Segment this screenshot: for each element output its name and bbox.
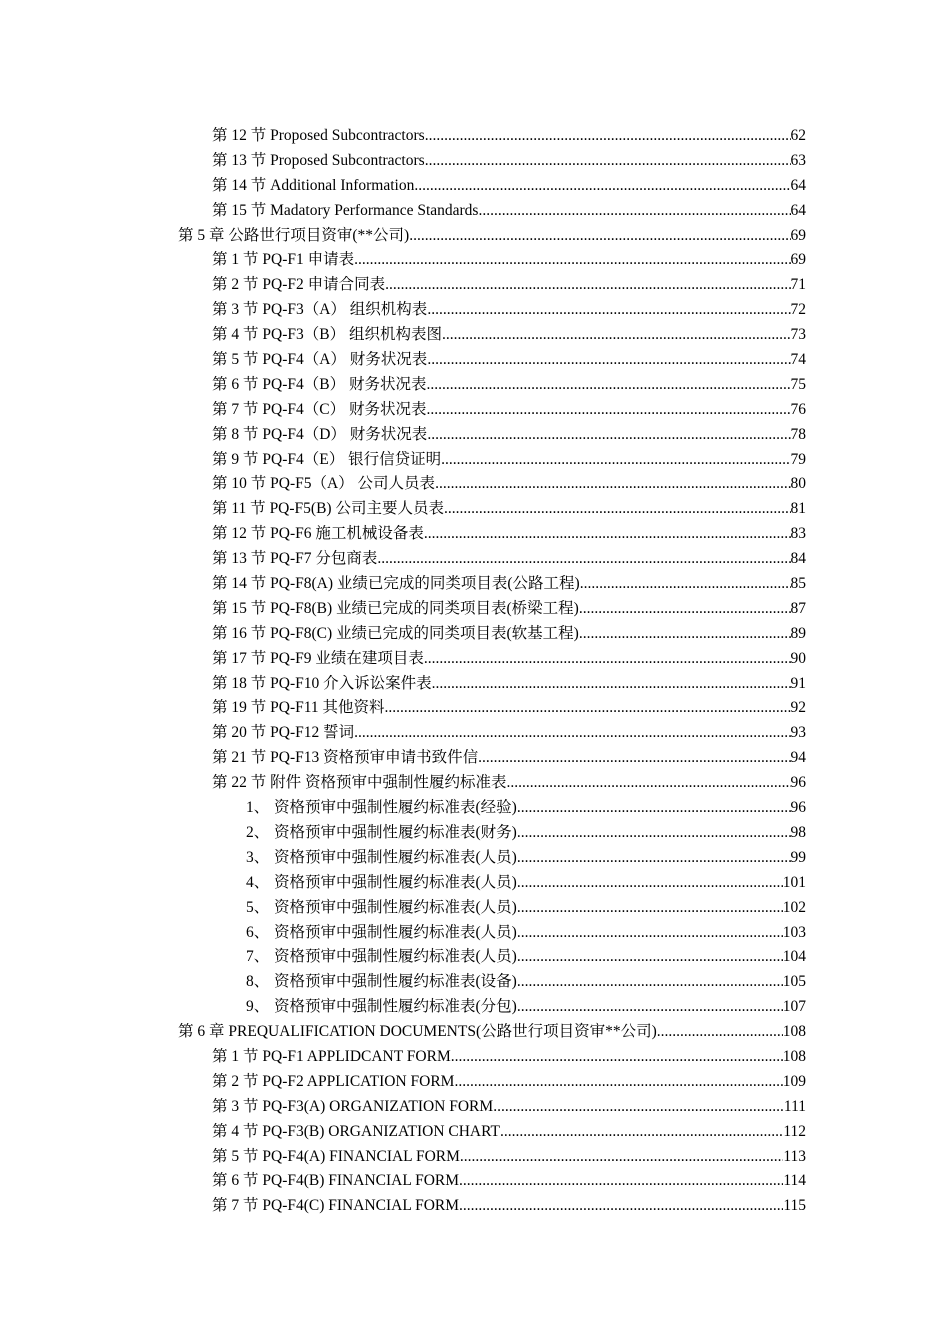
toc-page-number: 98 — [790, 823, 806, 841]
toc-dot-leader — [580, 572, 791, 597]
toc-entry-line — [246, 871, 806, 896]
toc-entry-title: 资格预审中强制性履约标准表(经验) — [274, 799, 517, 817]
toc-entry-title: 资格预审中强制性履约标准表(人员) — [274, 898, 517, 916]
toc-entry-title: 资格预审中强制性履约标准表(分包) — [274, 998, 517, 1016]
toc-entry-line — [212, 124, 806, 149]
toc-item-entry[interactable] — [246, 871, 806, 896]
toc-entry-line — [212, 1145, 806, 1170]
toc-section-entry[interactable] — [212, 721, 806, 746]
toc-entry-title: PQ-F4（E） 银行信贷证明 — [262, 450, 442, 468]
toc-dot-leader — [409, 224, 790, 249]
toc-section-entry[interactable] — [212, 746, 806, 771]
toc-section-entry[interactable] — [212, 174, 806, 199]
toc-page-number: 62 — [790, 127, 806, 144]
toc-page-number: 89 — [790, 624, 806, 642]
toc-page-number: 94 — [790, 749, 806, 767]
toc-entry-title: PQ-F9 业绩在建项目表 — [270, 649, 424, 667]
toc-chapter-entry[interactable] — [178, 1020, 806, 1045]
toc-entry-number: 第 4 节 — [212, 326, 259, 344]
toc-page-number: 104 — [782, 948, 806, 966]
toc-entry-title: PQ-F5(B) 公司主要人员表 — [269, 500, 444, 518]
toc-page-number: 81 — [790, 500, 806, 518]
toc-entry-number: 4、 — [246, 873, 270, 891]
toc-entry-number: 第 12 节 — [212, 127, 267, 144]
toc-dot-leader — [426, 398, 790, 423]
toc-dot-leader — [435, 472, 790, 497]
toc-page-number: 76 — [790, 400, 806, 418]
toc-entry-number: 第 2 节 — [212, 1072, 259, 1090]
toc-page-number: 85 — [790, 575, 806, 593]
toc-page-number: 69 — [790, 226, 806, 244]
toc-page-number: 115 — [783, 1197, 806, 1215]
toc-entry-title: PQ-F8(C) 业绩已完成的同类项目表(软基工程) — [270, 624, 579, 642]
toc-entry-line — [246, 821, 806, 846]
toc-entry-number: 第 17 节 — [212, 649, 267, 667]
toc-entry-line — [212, 298, 806, 323]
toc-entry-line — [212, 1095, 806, 1120]
toc-section-entry[interactable] — [212, 696, 806, 721]
toc-entry-title: PQ-F13 资格预审申请书致件信 — [270, 749, 479, 767]
toc-page-number: 113 — [783, 1147, 806, 1165]
toc-page-number: 64 — [790, 201, 806, 219]
toc-page-number: 103 — [782, 923, 806, 941]
toc-entry-title: PREQUALIFICATION DOCUMENTS(公路世行项目资审**公司) — [228, 1023, 657, 1041]
toc-section-entry[interactable] — [212, 373, 806, 398]
toc-entry-number: 第 18 节 — [212, 674, 267, 692]
toc-section-entry[interactable] — [212, 423, 806, 448]
toc-entry-number: 5、 — [246, 898, 270, 916]
toc-entry-title: PQ-F3（A） 组织机构表 — [262, 301, 428, 319]
toc-dot-leader — [517, 871, 783, 896]
toc-entry-line — [212, 149, 806, 174]
toc-section-entry[interactable] — [212, 124, 806, 149]
toc-page-number: 92 — [790, 699, 806, 717]
toc-entry-line — [212, 373, 806, 398]
toc-dot-leader — [414, 174, 790, 199]
toc-page-number: 101 — [782, 873, 806, 891]
toc-entry-number: 第 5 章 — [178, 226, 225, 244]
toc-dot-leader — [579, 597, 791, 622]
toc-entry-line — [212, 323, 806, 348]
toc-page-number: 112 — [783, 1122, 806, 1140]
toc-entry-line — [212, 497, 806, 522]
toc-entry-line — [246, 896, 806, 921]
toc-dot-leader — [424, 647, 791, 672]
toc-entry-line — [212, 771, 806, 796]
toc-dot-leader — [377, 547, 790, 572]
toc-item-entry[interactable] — [246, 821, 806, 846]
toc-page-number: 99 — [790, 848, 806, 866]
toc-dot-leader — [579, 622, 791, 647]
toc-entry-number: 9、 — [246, 998, 270, 1016]
toc-page-number: 108 — [782, 1047, 806, 1065]
toc-dot-leader — [517, 896, 783, 921]
toc-dot-leader — [493, 1095, 784, 1120]
toc-entry-line — [212, 1169, 806, 1194]
toc-item-entry[interactable] — [246, 921, 806, 946]
toc-dot-leader — [507, 771, 791, 796]
toc-item-entry[interactable] — [246, 796, 806, 821]
toc-dot-leader — [426, 373, 790, 398]
toc-entry-title: PQ-F4（D） 财务状况表 — [262, 425, 428, 443]
toc-entry-title: PQ-F8(B) 业绩已完成的同类项目表(桥梁工程) — [270, 599, 579, 617]
toc-dot-leader — [517, 995, 783, 1020]
toc-section-entry[interactable] — [212, 472, 806, 497]
toc-dot-leader — [424, 522, 791, 547]
toc-dot-leader — [459, 1169, 783, 1194]
toc-section-entry[interactable] — [212, 547, 806, 572]
toc-entry-number: 第 5 节 — [212, 351, 259, 369]
toc-page-number: 75 — [790, 375, 806, 393]
toc-page-number: 93 — [790, 724, 806, 742]
toc-entry-title: Proposed Subcontractors — [270, 151, 425, 169]
toc-dot-leader — [517, 846, 791, 871]
toc-section-entry[interactable] — [212, 1070, 806, 1095]
toc-page-number: 72 — [790, 301, 806, 319]
toc-page-number: 79 — [790, 450, 806, 468]
toc-entry-title: 附件 资格预审中强制性履约标准表 — [270, 774, 507, 792]
toc-page-number: 74 — [790, 351, 806, 369]
toc-entry-title: Proposed Subcontractors — [270, 127, 425, 144]
toc-section-entry[interactable] — [212, 348, 806, 373]
toc-entry-number: 8、 — [246, 973, 270, 991]
toc-section-entry[interactable] — [212, 497, 806, 522]
toc-section-entry[interactable] — [212, 672, 806, 697]
toc-section-entry[interactable] — [212, 647, 806, 672]
toc-page-number: 78 — [790, 425, 806, 443]
toc-entry-line — [212, 248, 806, 273]
toc-entry-number: 第 6 节 — [212, 1172, 259, 1190]
toc-item-entry[interactable] — [246, 846, 806, 871]
toc-entry-line — [212, 1120, 806, 1145]
toc-entry-number: 第 7 节 — [212, 1197, 259, 1215]
toc-entry-title: PQ-F4(C) FINANCIAL FORM — [262, 1197, 460, 1215]
toc-entry-line — [212, 572, 806, 597]
toc-entry-title: PQ-F2 APPLICATION FORM — [262, 1072, 455, 1090]
toc-page-number: 73 — [790, 326, 806, 344]
toc-dot-leader — [427, 348, 790, 373]
toc-entry-number: 第 16 节 — [212, 624, 267, 642]
toc-entry-title: PQ-F4（C） 财务状况表 — [262, 400, 427, 418]
toc-page-number: 71 — [790, 276, 806, 294]
toc-entry-number: 第 7 节 — [212, 400, 259, 418]
toc-entry-number: 第 21 节 — [212, 749, 267, 767]
toc-entry-line — [212, 672, 806, 697]
toc-entry-line — [212, 448, 806, 473]
toc-entry-line — [212, 597, 806, 622]
toc-entry-line — [212, 398, 806, 423]
toc-dot-leader — [459, 1194, 783, 1219]
toc-page-number: 83 — [790, 525, 806, 543]
toc-entry-title: 资格预审中强制性履约标准表(人员) — [274, 923, 517, 941]
toc-entry-line — [212, 348, 806, 373]
toc-entry-number: 3、 — [246, 848, 270, 866]
toc-entry-number: 第 19 节 — [212, 699, 267, 717]
toc-entry-line — [212, 423, 806, 448]
toc-entry-line — [212, 647, 806, 672]
toc-entry-number: 第 5 节 — [212, 1147, 259, 1165]
toc-entry-line — [212, 174, 806, 199]
toc-item-entry[interactable] — [246, 970, 806, 995]
toc-entry-title: 资格预审中强制性履约标准表(财务) — [274, 823, 517, 841]
table-of-contents — [0, 124, 950, 1219]
toc-entry-line — [178, 224, 806, 249]
toc-entry-number: 第 2 节 — [212, 276, 259, 294]
toc-section-entry[interactable] — [212, 1045, 806, 1070]
toc-entry-number: 第 15 节 — [212, 599, 267, 617]
toc-section-entry[interactable] — [212, 1169, 806, 1194]
toc-dot-leader — [354, 721, 790, 746]
toc-entry-number: 第 13 节 — [212, 550, 267, 568]
toc-dot-leader — [354, 248, 790, 273]
toc-dot-leader — [657, 1020, 783, 1045]
toc-dot-leader — [454, 1070, 782, 1095]
toc-section-entry[interactable] — [212, 1095, 806, 1120]
toc-section-entry[interactable] — [212, 298, 806, 323]
toc-page-number: 91 — [790, 674, 806, 692]
toc-entry-line — [212, 696, 806, 721]
toc-entry-title: PQ-F11 其他资料 — [270, 699, 385, 717]
toc-entry-line — [246, 796, 806, 821]
toc-entry-title: PQ-F4（A） 财务状况表 — [262, 351, 428, 369]
toc-entry-title: 资格预审中强制性履约标准表(设备) — [274, 973, 517, 991]
toc-section-entry[interactable] — [212, 273, 806, 298]
toc-dot-leader — [427, 423, 790, 448]
toc-dot-leader — [441, 448, 790, 473]
toc-entry-number: 第 6 节 — [212, 375, 259, 393]
toc-entry-number: 第 1 节 — [212, 1047, 259, 1065]
toc-page-number: 69 — [790, 251, 806, 269]
toc-dot-leader — [517, 796, 791, 821]
toc-dot-leader — [427, 298, 790, 323]
toc-page-number: 107 — [782, 998, 806, 1016]
toc-entry-title: PQ-F10 介入诉讼案件表 — [270, 674, 432, 692]
toc-entry-title: 资格预审中强制性履约标准表(人员) — [274, 848, 517, 866]
toc-entry-line — [212, 199, 806, 224]
toc-entry-line — [212, 746, 806, 771]
toc-entry-title: Madatory Performance Standards — [270, 201, 479, 219]
toc-entry-line — [212, 721, 806, 746]
toc-dot-leader — [442, 323, 791, 348]
toc-dot-leader — [500, 1120, 783, 1145]
toc-item-entry[interactable] — [246, 945, 806, 970]
toc-section-entry[interactable] — [212, 323, 806, 348]
toc-dot-leader — [517, 945, 783, 970]
toc-dot-leader — [385, 273, 790, 298]
toc-entry-title: PQ-F12 誓词 — [270, 724, 355, 742]
toc-section-entry[interactable] — [212, 1145, 806, 1170]
toc-entry-title: PQ-F4（B） 财务状况表 — [262, 375, 427, 393]
toc-entry-title: PQ-F3(A) ORGANIZATION FORM — [262, 1097, 494, 1115]
toc-section-entry[interactable] — [212, 771, 806, 796]
toc-entry-number: 第 1 节 — [212, 251, 259, 269]
toc-entry-number: 第 12 节 — [212, 525, 267, 543]
toc-entry-line — [246, 846, 806, 871]
toc-page-number: 64 — [790, 176, 806, 194]
toc-dot-leader — [425, 149, 791, 174]
toc-entry-number: 第 11 节 — [212, 500, 266, 518]
toc-entry-number: 6、 — [246, 923, 270, 941]
toc-entry-title: PQ-F5（A） 公司人员表 — [270, 475, 436, 493]
toc-page-number: 96 — [790, 774, 806, 792]
toc-entry-number: 第 3 节 — [212, 1097, 259, 1115]
toc-entry-title: 公路世行项目资审(**公司) — [228, 226, 410, 244]
toc-entry-number: 第 3 节 — [212, 301, 259, 319]
toc-entry-line — [246, 945, 806, 970]
toc-entry-line — [212, 622, 806, 647]
toc-dot-leader — [478, 746, 790, 771]
toc-entry-title: 资格预审中强制性履约标准表(人员) — [274, 948, 517, 966]
toc-entry-number: 1、 — [246, 799, 270, 817]
toc-entry-number: 第 13 节 — [212, 151, 267, 169]
toc-entry-number: 第 8 节 — [212, 425, 259, 443]
toc-entry-title: PQ-F1 APPLIDCANT FORM — [262, 1047, 451, 1065]
toc-entry-line — [212, 547, 806, 572]
toc-section-entry[interactable] — [212, 522, 806, 547]
toc-dot-leader — [517, 970, 783, 995]
toc-entry-title: PQ-F6 施工机械设备表 — [270, 525, 424, 543]
toc-section-entry[interactable] — [212, 572, 806, 597]
toc-page-number: 111 — [783, 1097, 806, 1115]
toc-dot-leader — [432, 672, 791, 697]
toc-section-entry[interactable] — [212, 149, 806, 174]
toc-dot-leader — [460, 1145, 783, 1170]
toc-page-number: 87 — [790, 599, 806, 617]
toc-page-number: 109 — [782, 1072, 806, 1090]
toc-dot-leader — [425, 124, 791, 149]
toc-entry-line — [212, 273, 806, 298]
toc-dot-leader — [444, 497, 791, 522]
toc-entry-title: PQ-F4(A) FINANCIAL FORM — [262, 1147, 460, 1165]
toc-entry-line — [212, 522, 806, 547]
toc-entry-line — [212, 1070, 806, 1095]
toc-entry-line — [246, 970, 806, 995]
toc-entry-line — [178, 1020, 806, 1045]
toc-entry-number: 第 14 节 — [212, 575, 267, 593]
toc-item-entry[interactable] — [246, 995, 806, 1020]
toc-entry-title: PQ-F3（B） 组织机构表图 — [262, 326, 442, 344]
toc-entry-number: 第 20 节 — [212, 724, 267, 742]
toc-section-entry[interactable] — [212, 597, 806, 622]
toc-page-number: 96 — [790, 799, 806, 817]
toc-entry-number: 2、 — [246, 823, 270, 841]
toc-entry-line — [212, 1194, 806, 1219]
toc-entry-title: PQ-F7 分包商表 — [270, 550, 378, 568]
toc-entry-title: Additional Information — [270, 176, 415, 194]
toc-entry-line — [246, 921, 806, 946]
toc-entry-number: 第 9 节 — [212, 450, 259, 468]
toc-section-entry[interactable] — [212, 622, 806, 647]
toc-entry-title: PQ-F2 申请合同表 — [262, 276, 386, 294]
toc-page-number: 80 — [790, 475, 806, 493]
toc-entry-number: 第 14 节 — [212, 176, 267, 194]
toc-page-number: 102 — [782, 898, 806, 916]
toc-section-entry[interactable] — [212, 1194, 806, 1219]
toc-entry-number: 第 22 节 — [212, 774, 267, 792]
toc-page-number: 108 — [782, 1023, 806, 1041]
toc-section-entry[interactable] — [212, 448, 806, 473]
toc-chapter-entry[interactable] — [178, 224, 806, 249]
toc-page-number: 105 — [782, 973, 806, 991]
toc-dot-leader — [478, 199, 790, 224]
toc-page-number: 84 — [790, 550, 806, 568]
toc-section-entry[interactable] — [212, 1120, 806, 1145]
toc-entry-number: 7、 — [246, 948, 270, 966]
toc-page-number: 90 — [790, 649, 806, 667]
toc-item-entry[interactable] — [246, 896, 806, 921]
toc-page-number: 114 — [783, 1172, 806, 1190]
toc-dot-leader — [451, 1045, 783, 1070]
toc-dot-leader — [385, 696, 791, 721]
toc-entry-number: 第 4 节 — [212, 1122, 259, 1140]
toc-entry-line — [212, 1045, 806, 1070]
toc-entry-title: PQ-F3(B) ORGANIZATION CHART — [262, 1122, 500, 1140]
toc-entry-line — [246, 995, 806, 1020]
toc-entry-title: PQ-F8(A) 业绩已完成的同类项目表(公路工程) — [270, 575, 580, 593]
toc-dot-leader — [517, 821, 791, 846]
toc-dot-leader — [517, 921, 783, 946]
toc-entry-title: PQ-F1 申请表 — [262, 251, 355, 269]
toc-section-entry[interactable] — [212, 199, 806, 224]
toc-page-number: 63 — [790, 151, 806, 169]
toc-section-entry[interactable] — [212, 248, 806, 273]
toc-entry-title: 资格预审中强制性履约标准表(人员) — [274, 873, 517, 891]
toc-entry-number: 第 15 节 — [212, 201, 267, 219]
toc-entry-line — [212, 472, 806, 497]
toc-entry-title: PQ-F4(B) FINANCIAL FORM — [262, 1172, 460, 1190]
toc-entry-number: 第 10 节 — [212, 475, 267, 493]
toc-entry-number: 第 6 章 — [178, 1023, 225, 1041]
toc-section-entry[interactable] — [212, 398, 806, 423]
